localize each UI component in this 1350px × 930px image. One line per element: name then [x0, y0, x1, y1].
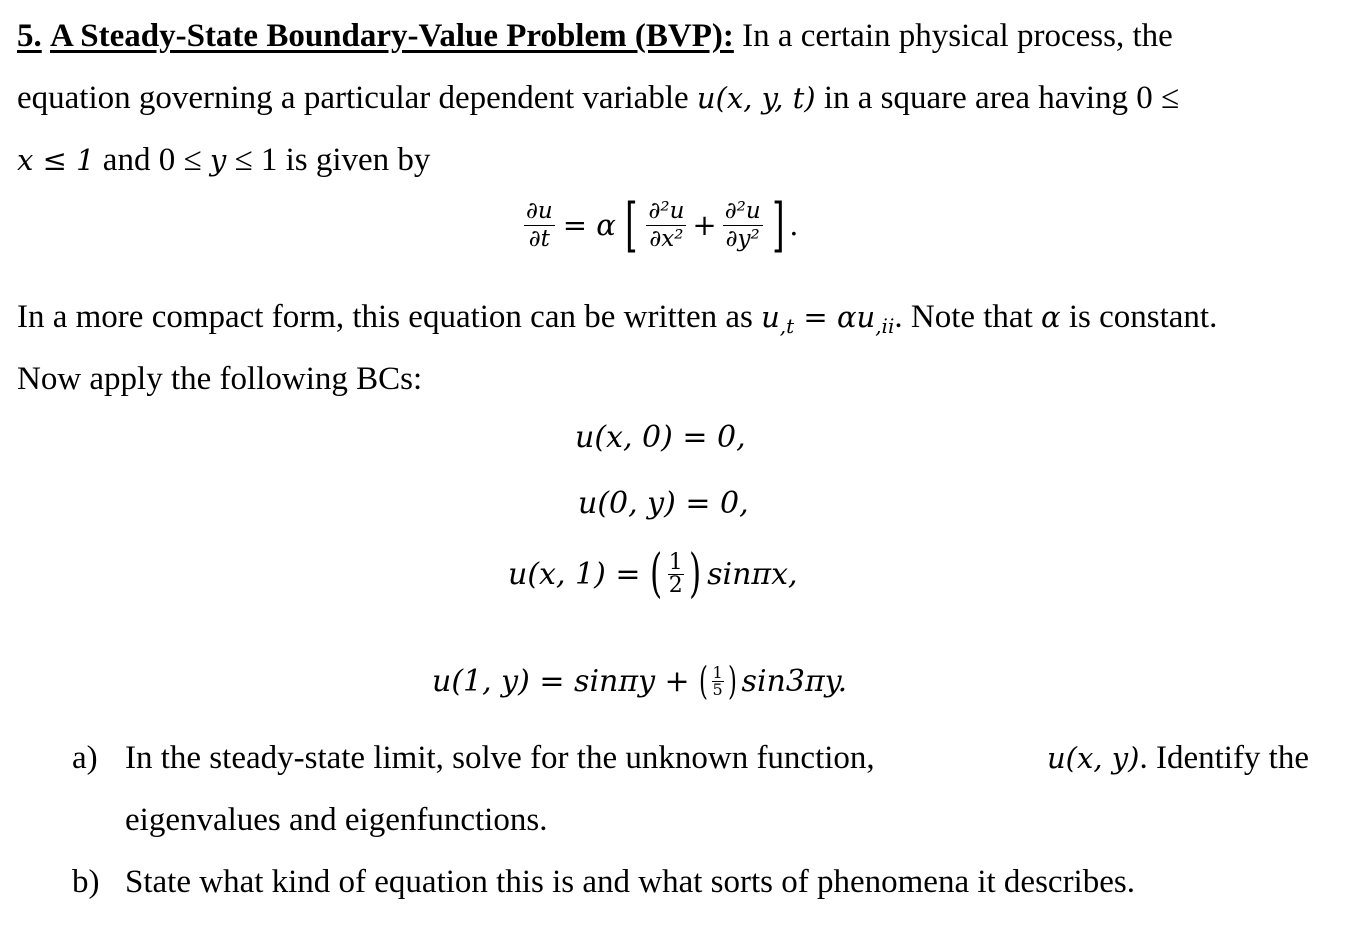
bc3-rhs: sinπx, — [707, 556, 798, 592]
bc-4 — [432, 659, 848, 703]
term2-denominator: ∂y² — [725, 225, 760, 252]
bc1-text: u(x, 0) = 0, — [575, 420, 746, 455]
equation-end: . — [789, 208, 799, 242]
intro-line-3 — [17, 140, 430, 180]
bc-2 — [578, 486, 749, 521]
question-b-text: State what kind of equation this is and what sorts of phenomena it describes. — [125, 864, 1135, 900]
lhs-fraction — [524, 198, 555, 253]
bc4-fraction — [712, 662, 724, 699]
compact-text-c: is constant. — [1068, 299, 1218, 335]
equals-alpha: = α — [562, 208, 616, 242]
problem-title: A Steady-State Boundary-Value Problem (BVP): — [50, 18, 734, 54]
question-a-text-a: In the steady-state limit, solve for the unknown function, — [125, 740, 875, 776]
question-a-line-1 — [125, 738, 1309, 778]
bc4-denominator: 5 — [712, 679, 723, 699]
y-variable: y — [209, 143, 227, 177]
right-bracket: ] — [771, 191, 785, 259]
compact-u: u — [761, 300, 780, 334]
question-a-function: u(x, y) — [1046, 741, 1140, 775]
term1-numerator: ∂²u — [648, 197, 685, 224]
bc4-lhs: u(1, y) = sinπy + — [432, 663, 690, 699]
bc3-lhs: u(x, 1) = — [508, 556, 641, 592]
bc-1 — [575, 420, 746, 455]
bc4-rhs: sin3πy. — [741, 663, 848, 699]
bc-3 — [508, 544, 798, 604]
bc4-right-paren: ) — [727, 659, 737, 703]
question-a-text-b: . Identify the — [1139, 740, 1309, 776]
compact-alpha: α — [1041, 300, 1061, 334]
bc3-numerator: 1 — [668, 549, 683, 575]
compact-sub-ii: ,ii — [875, 314, 895, 338]
bc4-numerator: 1 — [712, 662, 723, 682]
bc3-denominator: 2 — [668, 572, 683, 598]
compact-text-a: In a more compact form, this equation can be written as — [17, 299, 753, 335]
bc3-left-paren: ( — [650, 544, 663, 604]
problem-number: 5. — [17, 18, 42, 54]
question-a-line-2: eigenvalues and eigenfunctions. — [125, 802, 548, 838]
x-range: x ≤ 1 — [17, 143, 95, 177]
plus-sign: + — [692, 208, 717, 242]
question-a-label: a) — [72, 740, 98, 776]
left-bracket: [ — [624, 191, 638, 259]
bc3-right-paren: ) — [688, 544, 702, 604]
compact-equals: = — [794, 300, 837, 334]
bcs-intro-line: Now apply the following BCs: — [17, 361, 423, 397]
intro-text-2a: equation governing a particular dependent variable — [17, 80, 689, 116]
lhs-denominator: ∂t — [528, 225, 550, 252]
intro-text-2b: in a square area having 0 ≤ — [823, 80, 1180, 116]
intro-line-2 — [17, 78, 1179, 118]
bc4-left-paren: ( — [698, 659, 708, 703]
intro-text-3b: and 0 ≤ — [102, 142, 202, 178]
compact-form-line — [17, 297, 1217, 346]
compact-alpha-u: αu — [836, 300, 876, 334]
dependent-variable: u(x, y, t) — [696, 81, 816, 115]
compact-sub-t: ,t — [779, 314, 795, 338]
bc2-text: u(0, y) = 0, — [578, 486, 749, 521]
term2-numerator: ∂²u — [724, 197, 761, 224]
term1-denominator: ∂x² — [649, 225, 684, 252]
problem-header-line — [17, 16, 1173, 56]
lhs-numerator: ∂u — [526, 197, 553, 224]
question-b-label: b) — [72, 864, 100, 900]
intro-text-3d: ≤ 1 is given by — [234, 142, 431, 178]
term2-fraction — [723, 198, 763, 253]
term1-fraction — [646, 198, 686, 253]
governing-equation — [520, 191, 799, 259]
compact-text-b: . Note that — [894, 299, 1033, 335]
bc3-fraction — [668, 549, 684, 598]
intro-text-1: In a certain physical process, the — [742, 18, 1173, 54]
